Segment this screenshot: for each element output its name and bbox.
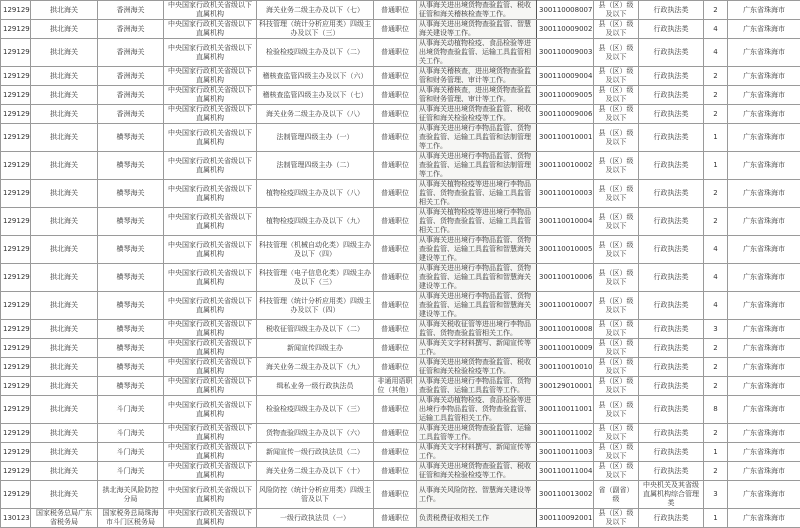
department-code-cell: 129129	[1, 208, 31, 236]
position-description-cell: 从事海关稽核查，进出境货物查验监管和财务管理、审计等工作。	[417, 67, 537, 86]
position-description-cell: 从事海关植物检疫等进出境行李物品监管、货物查验监管、运输工具监管相关工作。	[417, 208, 537, 236]
agency-level-cell: 中央国家行政机关省级以下直属机构	[164, 86, 257, 105]
work-location-cell: 广东省珠海市	[728, 208, 800, 236]
position-code-cell: 300110008007	[537, 1, 594, 20]
position-level-cell: 县（区）级及以下	[594, 208, 639, 236]
unit-name-cell: 横琴海关	[98, 236, 164, 264]
position-description-cell: 从事海关进出境行李物品监管、货物查验监管、运输工具监管和法制管理等工作。	[417, 124, 537, 152]
position-code-cell: 300110010004	[537, 208, 594, 236]
unit-name-cell: 斗门海关	[98, 424, 164, 443]
department-name-cell: 拱北海关	[31, 180, 98, 208]
position-type-cell: 普通职位	[374, 509, 417, 528]
position-description-cell: 从事海关文字材料撰写、新闻宣传等工作。	[417, 339, 537, 358]
agency-level-cell: 中央国家行政机关省级以下直属机构	[164, 339, 257, 358]
position-description-cell: 从事海关文字材料撰写、新闻宣传等工作。	[417, 443, 537, 462]
position-level-cell: 县（区）级及以下	[594, 236, 639, 264]
unit-name-cell: 斗门海关	[98, 396, 164, 424]
department-code-cell: 129129	[1, 462, 31, 481]
recruit-count-cell: 3	[704, 320, 728, 339]
table-row	[1, 67, 800, 86]
table-row	[1, 481, 800, 509]
position-type-cell: 普通职位	[374, 180, 417, 208]
unit-name-cell: 香洲海关	[98, 67, 164, 86]
work-location-cell: 广东省珠海市	[728, 39, 800, 67]
table-row	[1, 124, 800, 152]
position-name-cell: 植物检疫四级主办及以下（九）	[257, 208, 374, 236]
position-category-cell: 行政执法类	[639, 358, 704, 377]
position-type-cell: 普通职位	[374, 39, 417, 67]
unit-name-cell: 横琴海关	[98, 124, 164, 152]
position-type-cell: 普通职位	[374, 292, 417, 320]
position-code-cell: 300110013002	[537, 481, 594, 509]
department-name-cell: 拱北海关	[31, 236, 98, 264]
recruit-count-cell: 4	[704, 292, 728, 320]
position-name-cell: 法制管理四级主办（一）	[257, 124, 374, 152]
department-name-cell: 拱北海关	[31, 396, 98, 424]
work-location-cell: 广东省珠海市	[728, 320, 800, 339]
department-name-cell: 拱北海关	[31, 105, 98, 124]
department-name-cell: 拱北海关	[31, 1, 98, 20]
position-description-cell: 从事海关进出境货物查验监管、税收征管和海关稽核检查等工作。	[417, 1, 537, 20]
work-location-cell: 广东省珠海市	[728, 424, 800, 443]
department-name-cell: 拱北海关	[31, 358, 98, 377]
table-row	[1, 180, 800, 208]
position-category-cell: 行政执法类	[639, 208, 704, 236]
position-description-cell: 从事海关动植物检疫、食品检验等进出境货物查验监管、运输工具监管相关工作。	[417, 39, 537, 67]
department-name-cell: 拱北海关	[31, 20, 98, 39]
unit-name-cell: 香洲海关	[98, 1, 164, 20]
position-category-cell: 行政执法类	[639, 396, 704, 424]
position-name-cell: 海关业务二级主办及以下（九）	[257, 358, 374, 377]
department-code-cell: 129129	[1, 396, 31, 424]
position-code-cell: 300110011004	[537, 462, 594, 481]
unit-name-cell: 香洲海关	[98, 20, 164, 39]
recruit-count-cell: 3	[704, 481, 728, 509]
position-name-cell: 货物查验四级主办及以下（六）	[257, 424, 374, 443]
department-name-cell: 拱北海关	[31, 424, 98, 443]
position-category-cell: 行政执法类	[639, 152, 704, 180]
position-description-cell: 从事海关稽核查，进出境货物查验监管和财务管理、审计等工作。	[417, 86, 537, 105]
position-level-cell: 县（区）级及以下	[594, 358, 639, 377]
position-category-cell: 行政执法类	[639, 320, 704, 339]
position-level-cell: 县（区）级及以下	[594, 320, 639, 339]
recruit-count-cell: 1	[704, 443, 728, 462]
position-level-cell: 县（区）级及以下	[594, 105, 639, 124]
recruit-count-cell: 2	[704, 358, 728, 377]
position-level-cell: 县（区）级及以下	[594, 377, 639, 396]
work-location-cell: 广东省珠海市	[728, 481, 800, 509]
position-type-cell: 普通职位	[374, 86, 417, 105]
recruit-count-cell: 8	[704, 396, 728, 424]
position-level-cell: 县（区）级及以下	[594, 462, 639, 481]
recruit-count-cell: 4	[704, 20, 728, 39]
position-description-cell: 从事海关进出境货物查验监管、税收征管和海关检验检疫等工作。	[417, 105, 537, 124]
unit-name-cell: 横琴海关	[98, 377, 164, 396]
department-code-cell: 129129	[1, 264, 31, 292]
position-code-cell: 300110010002	[537, 152, 594, 180]
table-row	[1, 105, 800, 124]
position-level-cell: 县（区）级及以下	[594, 443, 639, 462]
position-category-cell: 行政执法类	[639, 377, 704, 396]
position-description-cell: 从事海关进出境行李物品监管、货物查验监管、运输工具监管和智慧海关建设等工作。	[417, 292, 537, 320]
position-level-cell: 县（区）级及以下	[594, 124, 639, 152]
position-code-cell: 300110010010	[537, 358, 594, 377]
work-location-cell: 广东省珠海市	[728, 152, 800, 180]
unit-name-cell: 香洲海关	[98, 39, 164, 67]
unit-name-cell: 拱北海关风险防控分局	[98, 481, 164, 509]
position-description-cell: 从事海关进出境货物查验监管、运输工具监管等工作。	[417, 424, 537, 443]
work-location-cell: 广东省珠海市	[728, 377, 800, 396]
position-category-cell: 行政执法类	[639, 1, 704, 20]
recruit-count-cell: 4	[704, 236, 728, 264]
position-code-cell: 300110009004	[537, 67, 594, 86]
position-name-cell: 植物检疫四级主办及以下（八）	[257, 180, 374, 208]
recruit-count-cell: 2	[704, 67, 728, 86]
department-code-cell: 129129	[1, 236, 31, 264]
recruit-count-cell: 4	[704, 264, 728, 292]
department-name-cell: 拱北海关	[31, 462, 98, 481]
agency-level-cell: 中央国家行政机关省级以下直属机构	[164, 481, 257, 509]
agency-level-cell: 中央国家行政机关省级以下直属机构	[164, 443, 257, 462]
table-row	[1, 320, 800, 339]
department-name-cell: 国家税务总局广东省税务局	[31, 509, 98, 528]
position-category-cell: 行政执法类	[639, 67, 704, 86]
position-name-cell: 一级行政执法员（一）	[257, 509, 374, 528]
unit-name-cell: 横琴海关	[98, 339, 164, 358]
position-name-cell: 科技管理（机械自动化类）四级主办及以下（四）	[257, 236, 374, 264]
position-description-cell: 从事海关动植物检疫、食品检验等进出境行李物品监管、货物查验监管、运输工具监管相关工作。	[417, 396, 537, 424]
work-location-cell: 广东省珠海市	[728, 20, 800, 39]
agency-level-cell: 中央国家行政机关省级以下直属机构	[164, 264, 257, 292]
department-code-cell: 130123	[1, 509, 31, 528]
agency-level-cell: 中央国家行政机关省级以下直属机构	[164, 509, 257, 528]
department-code-cell: 129129	[1, 320, 31, 339]
table-row	[1, 152, 800, 180]
position-name-cell: 法制管理四级主办（二）	[257, 152, 374, 180]
position-name-cell: 风险防控（统计分析应用类）四级主管及以下	[257, 481, 374, 509]
department-code-cell: 129129	[1, 358, 31, 377]
position-category-cell: 行政执法类	[639, 292, 704, 320]
table-row	[1, 424, 800, 443]
agency-level-cell: 中央国家行政机关省级以下直属机构	[164, 67, 257, 86]
recruit-count-cell: 2	[704, 377, 728, 396]
work-location-cell: 广东省珠海市	[728, 236, 800, 264]
position-level-cell: 县（区）级及以下	[594, 1, 639, 20]
recruit-count-cell: 2	[704, 180, 728, 208]
position-level-cell: 县（区）级及以下	[594, 264, 639, 292]
position-level-cell: 县（区）级及以下	[594, 67, 639, 86]
position-type-cell: 普通职位	[374, 152, 417, 180]
position-description-cell: 从事海关进出境行李物品监管、货物查验监管、运输工具监管等工作。	[417, 377, 537, 396]
agency-level-cell: 中央国家行政机关省级以下直属机构	[164, 105, 257, 124]
position-type-cell: 普通职位	[374, 462, 417, 481]
recruit-count-cell: 2	[704, 339, 728, 358]
recruit-count-cell: 1	[704, 124, 728, 152]
position-code-cell: 300110010009	[537, 339, 594, 358]
table-row	[1, 377, 800, 396]
unit-name-cell: 横琴海关	[98, 152, 164, 180]
department-code-cell: 129129	[1, 124, 31, 152]
position-type-cell: 普通职位	[374, 339, 417, 358]
unit-name-cell: 香洲海关	[98, 86, 164, 105]
position-code-cell: 300110010007	[537, 292, 594, 320]
table-row	[1, 509, 800, 528]
position-type-cell: 普通职位	[374, 396, 417, 424]
work-location-cell: 广东省珠海市	[728, 86, 800, 105]
position-description-cell: 从事海关进出境货物查验监管、税收征管和海关检验检疫等工作。	[417, 462, 537, 481]
department-code-cell: 129129	[1, 377, 31, 396]
department-name-cell: 拱北海关	[31, 208, 98, 236]
position-level-cell: 县（区）级及以下	[594, 339, 639, 358]
recruit-count-cell: 2	[704, 1, 728, 20]
department-code-cell: 129129	[1, 292, 31, 320]
position-name-cell: 稽核查监管四级主办及以下（六）	[257, 67, 374, 86]
department-code-cell: 129129	[1, 105, 31, 124]
unit-name-cell: 香洲海关	[98, 105, 164, 124]
unit-name-cell: 横琴海关	[98, 320, 164, 339]
position-category-cell: 行政执法类	[639, 236, 704, 264]
position-code-cell: 300110010003	[537, 180, 594, 208]
position-level-cell: 县（区）级及以下	[594, 509, 639, 528]
position-type-cell: 普通职位	[374, 1, 417, 20]
department-name-cell: 拱北海关	[31, 124, 98, 152]
table-row	[1, 236, 800, 264]
position-name-cell: 科技管理（统计分析应用类）四级主办及以下（三）	[257, 20, 374, 39]
agency-level-cell: 中央国家行政机关省级以下直属机构	[164, 236, 257, 264]
position-name-cell: 科技管理（电子信息化类）四级主办及以下（三）	[257, 264, 374, 292]
table-row	[1, 358, 800, 377]
table-row	[1, 292, 800, 320]
position-level-cell: 县（区）级及以下	[594, 396, 639, 424]
position-type-cell: 普通职位	[374, 264, 417, 292]
work-location-cell: 广东省珠海市	[728, 509, 800, 528]
recruit-count-cell: 2	[704, 105, 728, 124]
position-category-cell: 行政执法类	[639, 86, 704, 105]
unit-name-cell: 横琴海关	[98, 292, 164, 320]
work-location-cell: 广东省珠海市	[728, 292, 800, 320]
position-level-cell: 省（副省）级	[594, 481, 639, 509]
position-code-cell: 300129010001	[537, 377, 594, 396]
position-category-cell: 行政执法类	[639, 443, 704, 462]
table-row	[1, 396, 800, 424]
department-name-cell: 拱北海关	[31, 86, 98, 105]
position-name-cell: 缉私业务一级行政执法员	[257, 377, 374, 396]
position-description-cell: 从事海关进出境行李物品监管、货物查验监管、运输工具监管和智慧海关建设等工作。	[417, 236, 537, 264]
position-category-cell: 行政执法类	[639, 264, 704, 292]
department-code-cell: 129129	[1, 20, 31, 39]
work-location-cell: 广东省珠海市	[728, 462, 800, 481]
position-name-cell: 海关业务二级主办及以下（十）	[257, 462, 374, 481]
department-code-cell: 129129	[1, 1, 31, 20]
department-name-cell: 拱北海关	[31, 292, 98, 320]
position-code-cell: 300110009002	[537, 20, 594, 39]
position-level-cell: 县（区）级及以下	[594, 39, 639, 67]
work-location-cell: 广东省珠海市	[728, 105, 800, 124]
recruit-count-cell: 4	[704, 39, 728, 67]
department-name-cell: 拱北海关	[31, 264, 98, 292]
work-location-cell: 广东省珠海市	[728, 264, 800, 292]
agency-level-cell: 中央国家行政机关省级以下直属机构	[164, 1, 257, 20]
agency-level-cell: 中央国家行政机关省级以下直属机构	[164, 396, 257, 424]
unit-name-cell: 横琴海关	[98, 264, 164, 292]
department-code-cell: 129129	[1, 67, 31, 86]
position-level-cell: 县（区）级及以下	[594, 292, 639, 320]
agency-level-cell: 中央国家行政机关省级以下直属机构	[164, 320, 257, 339]
position-type-cell: 普通职位	[374, 208, 417, 236]
position-level-cell: 县（区）级及以下	[594, 20, 639, 39]
work-location-cell: 广东省珠海市	[728, 180, 800, 208]
department-code-cell: 129129	[1, 424, 31, 443]
position-code-cell: 300110011002	[537, 424, 594, 443]
position-type-cell: 普通职位	[374, 67, 417, 86]
position-level-cell: 县（区）级及以下	[594, 86, 639, 105]
department-code-cell: 129129	[1, 339, 31, 358]
position-name-cell: 税收征管四级主办及以下（二）	[257, 320, 374, 339]
department-name-cell: 拱北海关	[31, 320, 98, 339]
position-category-cell: 行政执法类	[639, 424, 704, 443]
department-code-cell: 129129	[1, 481, 31, 509]
agency-level-cell: 中央国家行政机关省级以下直属机构	[164, 358, 257, 377]
position-name-cell: 海关业务二级主办及以下（八）	[257, 105, 374, 124]
agency-level-cell: 中央国家行政机关省级以下直属机构	[164, 208, 257, 236]
agency-level-cell: 中央国家行政机关省级以下直属机构	[164, 424, 257, 443]
position-description-cell: 从事海关进出境货物查验监管、智慧海关建设等工作。	[417, 20, 537, 39]
department-code-cell: 129129	[1, 152, 31, 180]
table-row	[1, 39, 800, 67]
position-description-cell: 从事海关进出境行李物品监管、货物查验监管、运输工具监管和智慧海关建设等工作。	[417, 264, 537, 292]
position-level-cell: 县（区）级及以下	[594, 152, 639, 180]
department-name-cell: 拱北海关	[31, 443, 98, 462]
department-code-cell: 129129	[1, 86, 31, 105]
position-level-cell: 县（区）级及以下	[594, 424, 639, 443]
position-code-cell: 300110010008	[537, 320, 594, 339]
position-type-cell: 普通职位	[374, 124, 417, 152]
position-name-cell: 海关业务二级主办及以下（七）	[257, 1, 374, 20]
position-description-cell: 负责税费征收相关工作	[417, 509, 537, 528]
position-type-cell: 普通职位	[374, 424, 417, 443]
position-description-cell: 从事海关风险防控、智慧海关建设等工作。	[417, 481, 537, 509]
department-code-cell: 129129	[1, 180, 31, 208]
position-code-cell: 300110009006	[537, 105, 594, 124]
table-row	[1, 264, 800, 292]
position-type-cell: 普通职位	[374, 358, 417, 377]
position-category-cell: 行政执法类	[639, 339, 704, 358]
unit-name-cell: 横琴海关	[98, 180, 164, 208]
position-code-cell: 300110010001	[537, 124, 594, 152]
unit-name-cell: 国家税务总局珠海市斗门区税务局	[98, 509, 164, 528]
position-category-cell: 行政执法类	[639, 39, 704, 67]
agency-level-cell: 中央国家行政机关省级以下直属机构	[164, 180, 257, 208]
unit-name-cell: 横琴海关	[98, 358, 164, 377]
work-location-cell: 广东省珠海市	[728, 358, 800, 377]
position-description-cell: 从事海关进出境行李物品监管、货物查验监管、运输工具监管和法制管理等工作。	[417, 152, 537, 180]
recruit-count-cell: 2	[704, 208, 728, 236]
work-location-cell: 广东省珠海市	[728, 396, 800, 424]
agency-level-cell: 中央国家行政机关省级以下直属机构	[164, 152, 257, 180]
department-name-cell: 拱北海关	[31, 152, 98, 180]
unit-name-cell: 斗门海关	[98, 443, 164, 462]
position-description-cell: 从事海关进出境货物查验监管、税收征管和海关检验检疫等工作。	[417, 358, 537, 377]
position-type-cell: 普通职位	[374, 443, 417, 462]
recruit-count-cell: 1	[704, 152, 728, 180]
agency-level-cell: 中央国家行政机关省级以下直属机构	[164, 20, 257, 39]
position-category-cell: 行政执法类	[639, 20, 704, 39]
table-row	[1, 462, 800, 481]
position-name-cell: 检验检疫四级主办及以下（二）	[257, 39, 374, 67]
position-code-cell: 300110011003	[537, 443, 594, 462]
department-code-cell: 129129	[1, 39, 31, 67]
department-name-cell: 拱北海关	[31, 39, 98, 67]
recruit-count-cell: 2	[704, 86, 728, 105]
table-row	[1, 208, 800, 236]
recruit-count-cell: 2	[704, 462, 728, 481]
recruit-count-cell: 2	[704, 424, 728, 443]
position-code-cell: 300110009003	[537, 39, 594, 67]
position-name-cell: 新闻宣传一级行政执法员（二）	[257, 443, 374, 462]
position-code-cell: 300110010006	[537, 264, 594, 292]
position-name-cell: 检验检疫四级主办及以下（三）	[257, 396, 374, 424]
position-category-cell: 行政执法类	[639, 509, 704, 528]
position-category-cell: 行政执法类	[639, 180, 704, 208]
recruit-count-cell: 1	[704, 509, 728, 528]
position-type-cell: 普通职位	[374, 105, 417, 124]
table-row	[1, 443, 800, 462]
position-code-cell: 300110010005	[537, 236, 594, 264]
position-type-cell: 普通职位	[374, 236, 417, 264]
agency-level-cell: 中央国家行政机关省级以下直属机构	[164, 377, 257, 396]
position-name-cell: 稽核查监管四级主办及以下（七）	[257, 86, 374, 105]
department-name-cell: 拱北海关	[31, 481, 98, 509]
unit-name-cell: 横琴海关	[98, 208, 164, 236]
agency-level-cell: 中央国家行政机关省级以下直属机构	[164, 292, 257, 320]
position-code-cell: 300110092001	[537, 509, 594, 528]
position-type-cell: 普通职位	[374, 20, 417, 39]
position-type-cell: 普通职位	[374, 320, 417, 339]
position-name-cell: 科技管理（统计分析应用类）四级主办及以下（四）	[257, 292, 374, 320]
work-location-cell: 广东省珠海市	[728, 339, 800, 358]
work-location-cell: 广东省珠海市	[728, 1, 800, 20]
position-category-cell: 行政执法类	[639, 462, 704, 481]
department-name-cell: 拱北海关	[31, 67, 98, 86]
agency-level-cell: 中央国家行政机关省级以下直属机构	[164, 462, 257, 481]
work-location-cell: 广东省珠海市	[728, 67, 800, 86]
position-level-cell: 县（区）级及以下	[594, 180, 639, 208]
position-category-cell: 行政执法类	[639, 124, 704, 152]
department-name-cell: 拱北海关	[31, 377, 98, 396]
position-description-cell: 从事海关税收征管等进出境行李物品监管、货物查验监管相关工作。	[417, 320, 537, 339]
table-row	[1, 20, 800, 39]
position-type-cell: 非通用语职位（其他）	[374, 377, 417, 396]
position-code-cell: 300110011001	[537, 396, 594, 424]
work-location-cell: 广东省珠海市	[728, 443, 800, 462]
position-description-cell: 从事海关植物检疫等进出境行李物品监管、货物查验监管、运输工具监管相关工作。	[417, 180, 537, 208]
position-name-cell: 新闻宣传四级主办	[257, 339, 374, 358]
table-row	[1, 1, 800, 20]
position-type-cell: 普通职位	[374, 481, 417, 509]
table-row	[1, 86, 800, 105]
unit-name-cell: 斗门海关	[98, 462, 164, 481]
work-location-cell: 广东省珠海市	[728, 124, 800, 152]
position-category-cell: 中央机关及其省级直属机构综合管理类	[639, 481, 704, 509]
position-category-cell: 行政执法类	[639, 105, 704, 124]
agency-level-cell: 中央国家行政机关省级以下直属机构	[164, 39, 257, 67]
agency-level-cell: 中央国家行政机关省级以下直属机构	[164, 124, 257, 152]
table-row	[1, 339, 800, 358]
position-code-cell: 300110009005	[537, 86, 594, 105]
department-name-cell: 拱北海关	[31, 339, 98, 358]
department-code-cell: 129129	[1, 443, 31, 462]
